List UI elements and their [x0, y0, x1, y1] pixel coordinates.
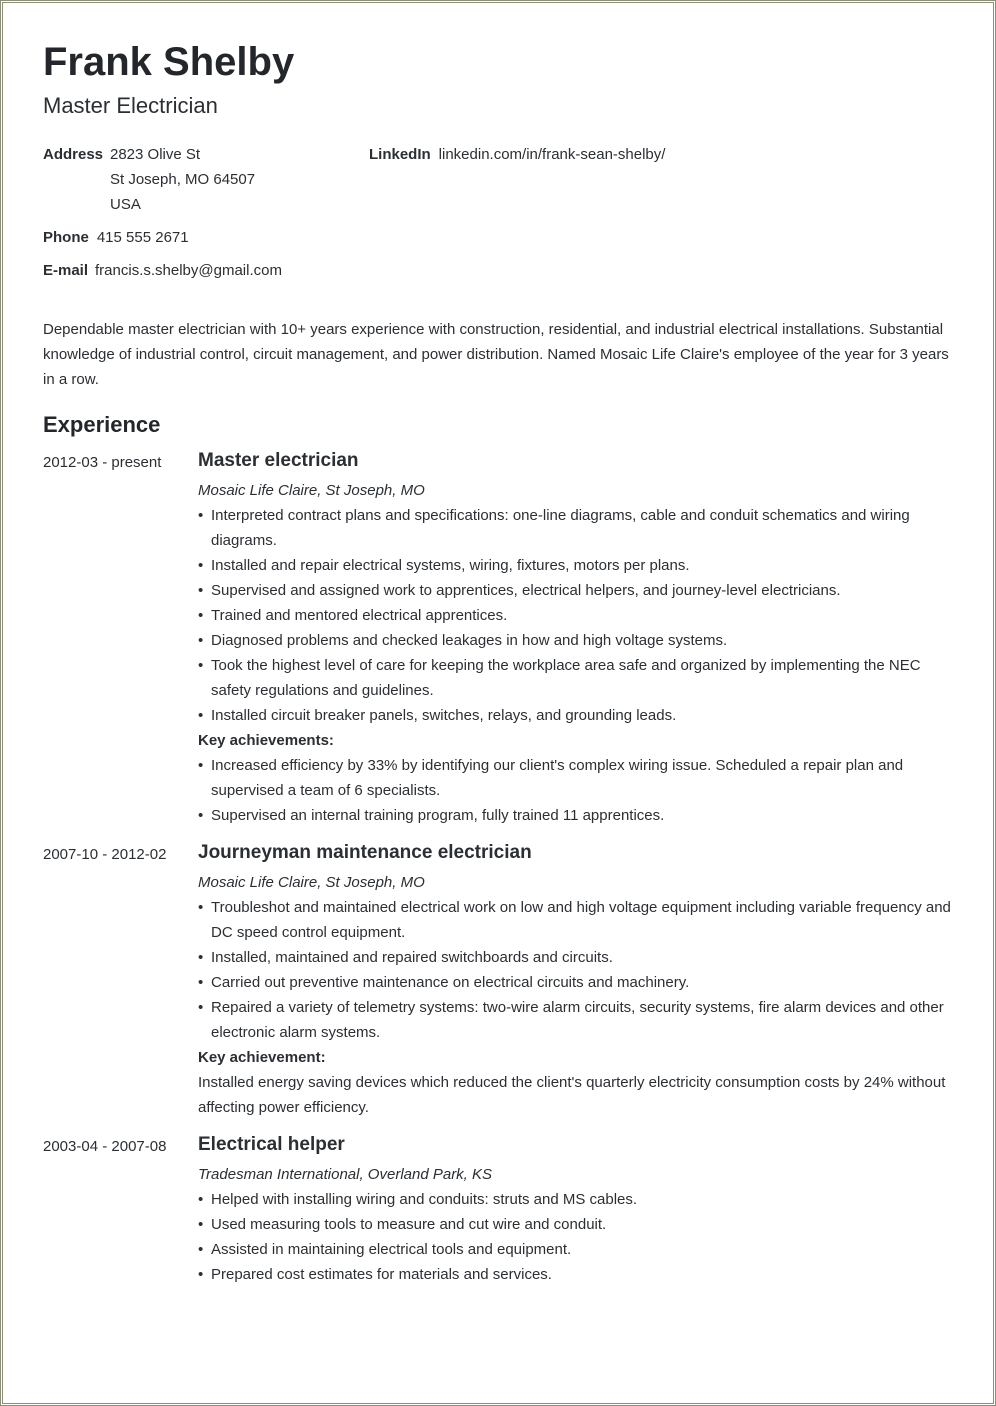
email-link[interactable]: francis.s.shelby@gmail.com: [95, 262, 282, 279]
duty-item: • Interpreted contract plans and specifications: one-line diagrams, cable and conduit schematics and wiring diagrams.: [198, 503, 955, 553]
duty-item: • Used measuring tools to measure and cut wire and conduit.: [198, 1212, 955, 1237]
job-entry: [43, 446, 955, 828]
contact-email: [43, 258, 282, 283]
duty-item: • Took the highest level of care for keeping the workplace area safe and organized by implementing the NEC safety regulations and guidelines.: [198, 653, 955, 703]
job-company: Mosaic Life Claire, St Joseph, MO: [198, 874, 425, 891]
address-line: 2823 Olive St: [110, 146, 201, 163]
contact-phone: [43, 225, 189, 250]
job-body: [198, 838, 955, 1120]
contact-linkedin: [369, 142, 665, 167]
achievement-item: • Supervised an internal training program, fully trained 11 apprentices.: [198, 803, 955, 828]
email-label: E-mail: [43, 262, 89, 279]
duty-item: • Supervised and assigned work to apprentices, electrical helpers, and journey-level electricians.: [198, 578, 955, 603]
job-company: Mosaic Life Claire, St Joseph, MO: [198, 482, 425, 499]
duty-item: • Diagnosed problems and checked leakages in how and high voltage systems.: [198, 628, 955, 653]
job-title: Electrical helper: [198, 1134, 345, 1155]
duty-item: • Installed, maintained and repaired switchboards and circuits.: [198, 945, 955, 970]
duty-item: • Assisted in maintaining electrical tools and equipment.: [198, 1237, 955, 1262]
job-title: Journeyman maintenance electrician: [198, 842, 532, 863]
job-dates: 2007-10 - 2012-02: [43, 846, 167, 863]
job-duties: [198, 503, 955, 728]
job-dates: 2003-04 - 2007-08: [43, 1138, 167, 1155]
job-dates: 2012-03 - present: [43, 454, 162, 471]
job-body: [198, 446, 955, 828]
candidate-role: Master Electrician: [43, 93, 218, 118]
job-duties: [198, 1187, 955, 1287]
achievements-label: Key achievement:: [198, 1049, 326, 1066]
linkedin-label: LinkedIn: [369, 146, 431, 163]
profile-summary: Dependable master electrician with 10+ years experience with construction, residential, and industrial electrical installations. Substantial knowledge of industrial control, circuit management, and power distribution. Named Mosaic Life Claire's employee of the year for 3 years in a row.: [43, 321, 949, 388]
job-duties: [198, 895, 955, 1045]
duty-item: • Carried out preventive maintenance on electrical circuits and machinery.: [198, 970, 955, 995]
achievement-item: • Increased efficiency by 33% by identifying our client's complex wiring issue. Scheduled a repair plan and supervised a team of 6 specialists.: [198, 753, 955, 803]
address-label: Address: [43, 146, 104, 163]
duty-item: • Repaired a variety of telemetry systems: two-wire alarm circuits, security systems, fire alarm devices and other electronic alarm systems.: [198, 995, 955, 1045]
experience-heading: Experience: [43, 412, 161, 437]
address-line: USA: [110, 196, 141, 213]
job-entry: [43, 1130, 955, 1287]
phone-label: Phone: [43, 229, 89, 246]
achievement-text: Installed energy saving devices which reduced the client's quarterly electricity consumption costs by 24% without affecting power efficiency.: [198, 1074, 946, 1116]
resume-page: [43, 38, 955, 1287]
duty-item: • Trained and mentored electrical apprentices.: [198, 603, 955, 628]
address-lines: [110, 142, 255, 217]
duty-item: • Installed and repair electrical systems, wiring, fixtures, motors per plans.: [198, 553, 955, 578]
candidate-name: Frank Shelby: [43, 40, 295, 84]
duty-item: • Helped with installing wiring and conduits: struts and MS cables.: [198, 1187, 955, 1212]
job-entry: [43, 838, 955, 1120]
duty-item: • Prepared cost estimates for materials and services.: [198, 1262, 955, 1287]
linkedin-link[interactable]: linkedin.com/in/frank-sean-shelby/: [438, 146, 666, 163]
job-body: [198, 1130, 955, 1287]
phone-value: 415 555 2671: [96, 229, 189, 246]
achievements-label: Key achievements:: [198, 732, 334, 749]
contact-block: [43, 142, 955, 292]
duty-item: • Installed circuit breaker panels, switches, relays, and grounding leads.: [198, 703, 955, 728]
address-line: St Joseph, MO 64507: [110, 171, 256, 188]
job-achievements: [198, 753, 955, 828]
job-company: Tradesman International, Overland Park, KS: [198, 1166, 493, 1183]
job-title: Master electrician: [198, 450, 359, 471]
duty-item: • Troubleshot and maintained electrical work on low and high voltage equipment including variable frequency and DC speed control equipment.: [198, 895, 955, 945]
